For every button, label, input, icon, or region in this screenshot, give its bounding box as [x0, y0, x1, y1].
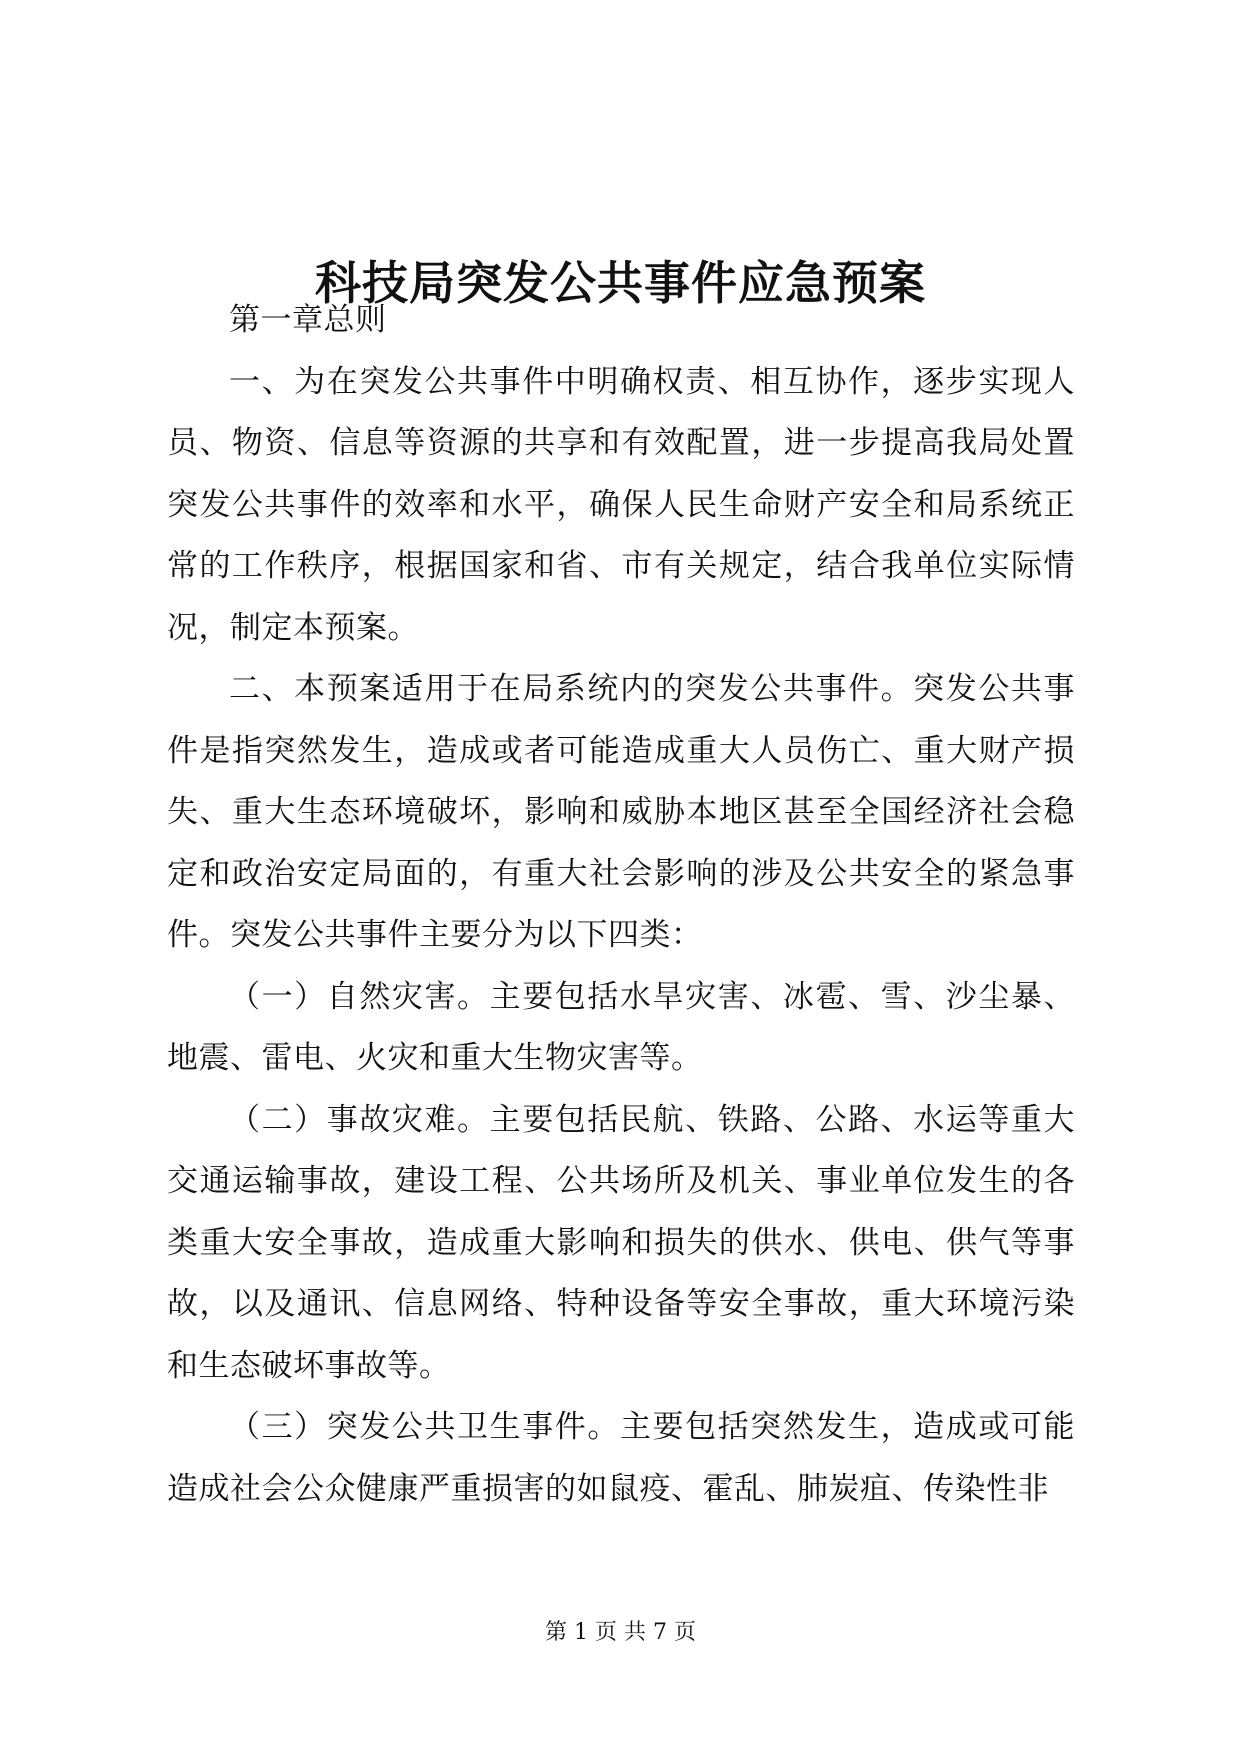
- paragraph-1: 一、为在突发公共事件中明确权责、相互协作，逐步实现人员、物资、信息等资源的共享和有效配置，进一步提高我局处置突发公共事件的效率和水平，确保人民生命财产安全和局系统正常的工作秩序，根据国家和省、市有关规定，结合我单位实际情况，制定本预案。: [167, 363, 1075, 646]
- page-footer: 第 1 页 共 7 页: [545, 1620, 696, 1645]
- paragraph-5: （三）突发公共卫生事件。主要包括突然发生，造成或可能造成社会公众健康严重损害的如鼠疫、霍乱、肺炭疽、传染性非: [167, 1409, 1075, 1507]
- chapter-heading: 第一章总则: [229, 302, 387, 338]
- document-title: 科技局突发公共事件应急预案: [315, 255, 926, 310]
- paragraph-4: （二）事故灾难。主要包括民航、铁路、公路、水运等重大交通运输事故，建设工程、公共场所及机关、事业单位发生的各类重大安全事故，造成重大影响和损失的供水、供电、供气等事故，以及通讯、信息网络、特种设备等安全事故，重大环境污染和生态破坏事故等。: [167, 1101, 1075, 1384]
- paragraph-2: 二、本预案适用于在局系统内的突发公共事件。突发公共事件是指突然发生，造成或者可能造成重大人员伤亡、重大财产损失、重大生态环境破坏，影响和威胁本地区甚至全国经济社会稳定和政治安定局面的，有重大社会影响的涉及公共安全的紧急事件。突发公共事件主要分为以下四类：: [167, 671, 1075, 953]
- paragraph-3: （一）自然灾害。主要包括水旱灾害、冰雹、雪、沙尘暴、地震、雷电、火灾和重大生物灾害等。: [167, 978, 1075, 1076]
- document-body: [167, 290, 1075, 1520]
